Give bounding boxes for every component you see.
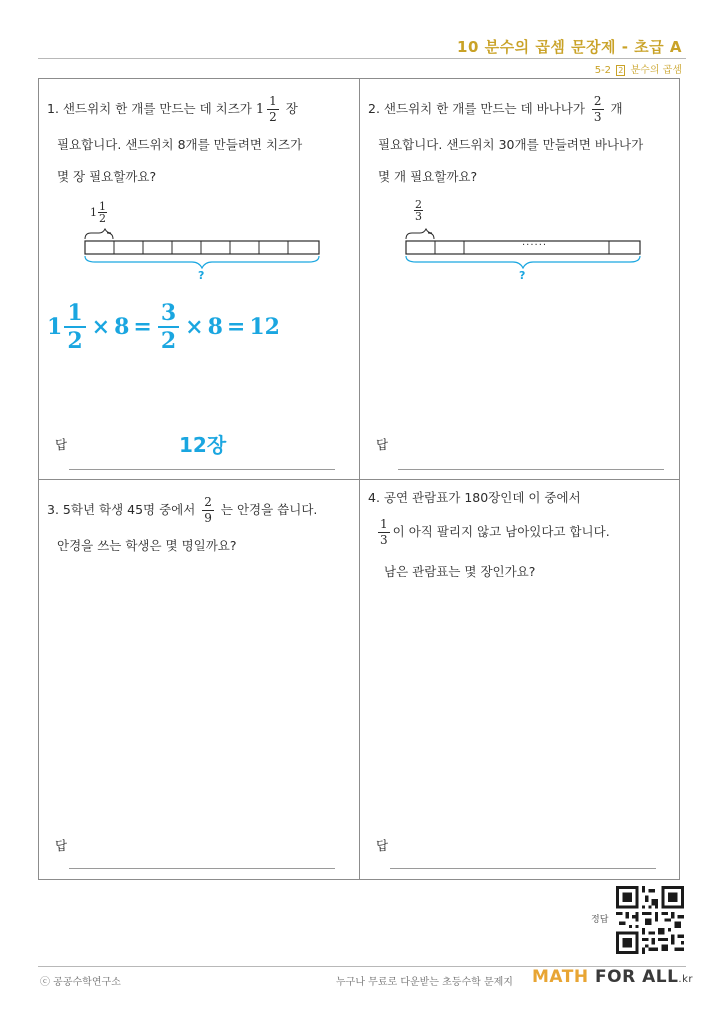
solution-denominator-2: 2	[160, 328, 177, 354]
problem-1-number: 1.	[47, 101, 59, 116]
worksheet-title: 10 분수의 곱셈 문장제 - 초급 A	[457, 38, 682, 56]
problem-1-text-b: 장	[285, 101, 298, 116]
problem-1-answer-line	[69, 469, 335, 470]
footer-tagline: 누구나 무료로 다운받는 초등수학 문제지	[336, 977, 513, 988]
diagram-1-tape	[79, 227, 329, 269]
diagram-1-top-brace	[85, 229, 113, 239]
diagram-1-fraction	[98, 201, 107, 224]
unit-number: 5-2	[594, 65, 612, 76]
fraction-denominator: 3	[380, 533, 388, 547]
problem-1-text-a: 샌드위치 한 개를 만드는 데 치즈가	[62, 101, 252, 116]
fraction-numerator: 2	[593, 94, 602, 108]
brand-logo[interactable]	[532, 967, 693, 987]
diagram-2-top-brace	[406, 229, 434, 239]
problem-2-line-2: 필요합니다. 샌드위치 30개를 만들려면 바나나가	[378, 137, 644, 152]
diagram-2-denominator: 3	[415, 210, 422, 223]
diagram-1-bottom-brace	[85, 256, 319, 268]
problem-2-line-1	[368, 95, 674, 124]
problem-3-number: 3.	[47, 502, 59, 517]
solution-times-1: ×	[91, 314, 111, 340]
solution-numerator-1: 1	[64, 301, 85, 328]
solution-equals-1: =	[133, 314, 152, 340]
problem-3-line-1	[47, 496, 353, 525]
brand-domain: .kr	[678, 974, 693, 985]
solution-fraction-1	[64, 301, 85, 353]
problem-2-text-a: 샌드위치 한 개를 만드는 데 바나나가	[383, 101, 585, 116]
problem-4-answer-label: 답	[376, 838, 389, 853]
problem-1-line-2: 필요합니다. 샌드위치 8개를 만들려면 치즈가	[57, 137, 303, 152]
answer-qr-code[interactable]	[616, 886, 684, 954]
diagram-2-question-mark: ?	[519, 269, 526, 282]
problem-4-fraction	[378, 518, 390, 547]
problem-grid	[38, 78, 680, 880]
diagram-1-label	[90, 201, 107, 224]
solution-fraction-2	[158, 301, 179, 353]
problem-4-line-1	[368, 490, 674, 505]
problem-1-solution	[47, 301, 280, 353]
diagram-1-whole: 1	[90, 206, 97, 219]
problem-1-mixed-number	[256, 95, 282, 124]
diagram-2-numerator: 2	[415, 198, 422, 211]
fraction-numerator: 2	[204, 495, 212, 509]
solution-whole: 1	[47, 314, 63, 340]
problem-2-answer-line	[398, 469, 664, 470]
problem-2-number: 2.	[368, 101, 380, 116]
problem-4-line-3: 남은 관람표는 몇 장인가요?	[384, 564, 536, 579]
problem-2-fraction	[592, 95, 604, 124]
solution-denominator-1: 2	[67, 328, 83, 354]
unit-label	[595, 61, 682, 76]
problem-1-fraction	[267, 95, 279, 124]
diagram-1-bar	[85, 241, 319, 254]
diagram-2-bottom-brace	[406, 256, 640, 268]
problem-3-answer-line	[69, 868, 335, 869]
problem-2	[360, 79, 680, 479]
fraction-denominator: 9	[204, 511, 212, 525]
problem-3-fraction	[202, 496, 214, 525]
fraction-denominator: 2	[269, 110, 277, 124]
problem-2-text-b: 개	[610, 101, 623, 116]
diagram-2-tape	[400, 227, 650, 269]
answer-qr-label: 정답	[591, 915, 609, 925]
problem-2-line-3: 몇 개 필요할까요?	[378, 169, 478, 184]
problem-4-text-b: 이 아직 팔리지 않고 남아있다고 합니다.	[392, 524, 610, 539]
diagram-1-numerator: 1	[99, 200, 106, 213]
problem-3-text-a: 5학년 학생 45명 중에서	[62, 502, 196, 517]
problem-3-line-2: 안경을 쓰는 학생은 몇 명일까요?	[57, 538, 237, 553]
fraction-denominator: 3	[593, 110, 602, 124]
diagram-2-ellipsis: ......	[522, 237, 548, 248]
mixed-whole: 1	[255, 102, 265, 117]
solution-result: 12	[249, 314, 280, 340]
brand-math: MATH	[532, 967, 595, 987]
diagram-1-denominator: 2	[99, 212, 106, 225]
problem-4-text-a: 공연 관람표가 180장인데 이 중에서	[383, 490, 581, 505]
brand-for-all: FOR ALL	[595, 967, 679, 987]
diagram-2-label	[414, 199, 423, 222]
problem-2-answer-label: 답	[376, 437, 389, 452]
problem-4-number: 4.	[368, 490, 380, 505]
header-divider	[38, 58, 686, 59]
solution-multiplier-1: 8	[114, 314, 130, 340]
solution-multiplier-2: 8	[207, 314, 223, 340]
problem-3-answer-label: 답	[55, 838, 68, 853]
problem-3-text-b: 는 안경을 씁니다.	[220, 502, 318, 517]
problem-4-line-2	[378, 518, 674, 547]
solution-times-2: ×	[185, 314, 204, 340]
problem-1-line-3: 몇 장 필요할까요?	[57, 169, 157, 184]
diagram-1-question-mark: ?	[198, 269, 205, 282]
problem-3	[39, 480, 359, 880]
problem-1-answer: 12장	[179, 433, 227, 457]
solution-numerator-2: 3	[158, 301, 179, 328]
chapter-number-badge: 2	[618, 66, 624, 75]
problem-4-answer-line	[390, 868, 656, 869]
problem-4	[360, 480, 680, 880]
fraction-numerator: 1	[269, 94, 277, 108]
solution-equals-2: =	[226, 314, 246, 340]
problem-1	[39, 79, 359, 479]
chapter-name: 분수의 곱셈	[630, 65, 682, 76]
copyright: ⓒ 공공수학연구소	[40, 977, 121, 988]
problem-1-line-1	[47, 95, 353, 124]
problem-1-answer-label: 답	[55, 437, 68, 452]
fraction-numerator: 1	[380, 517, 388, 531]
